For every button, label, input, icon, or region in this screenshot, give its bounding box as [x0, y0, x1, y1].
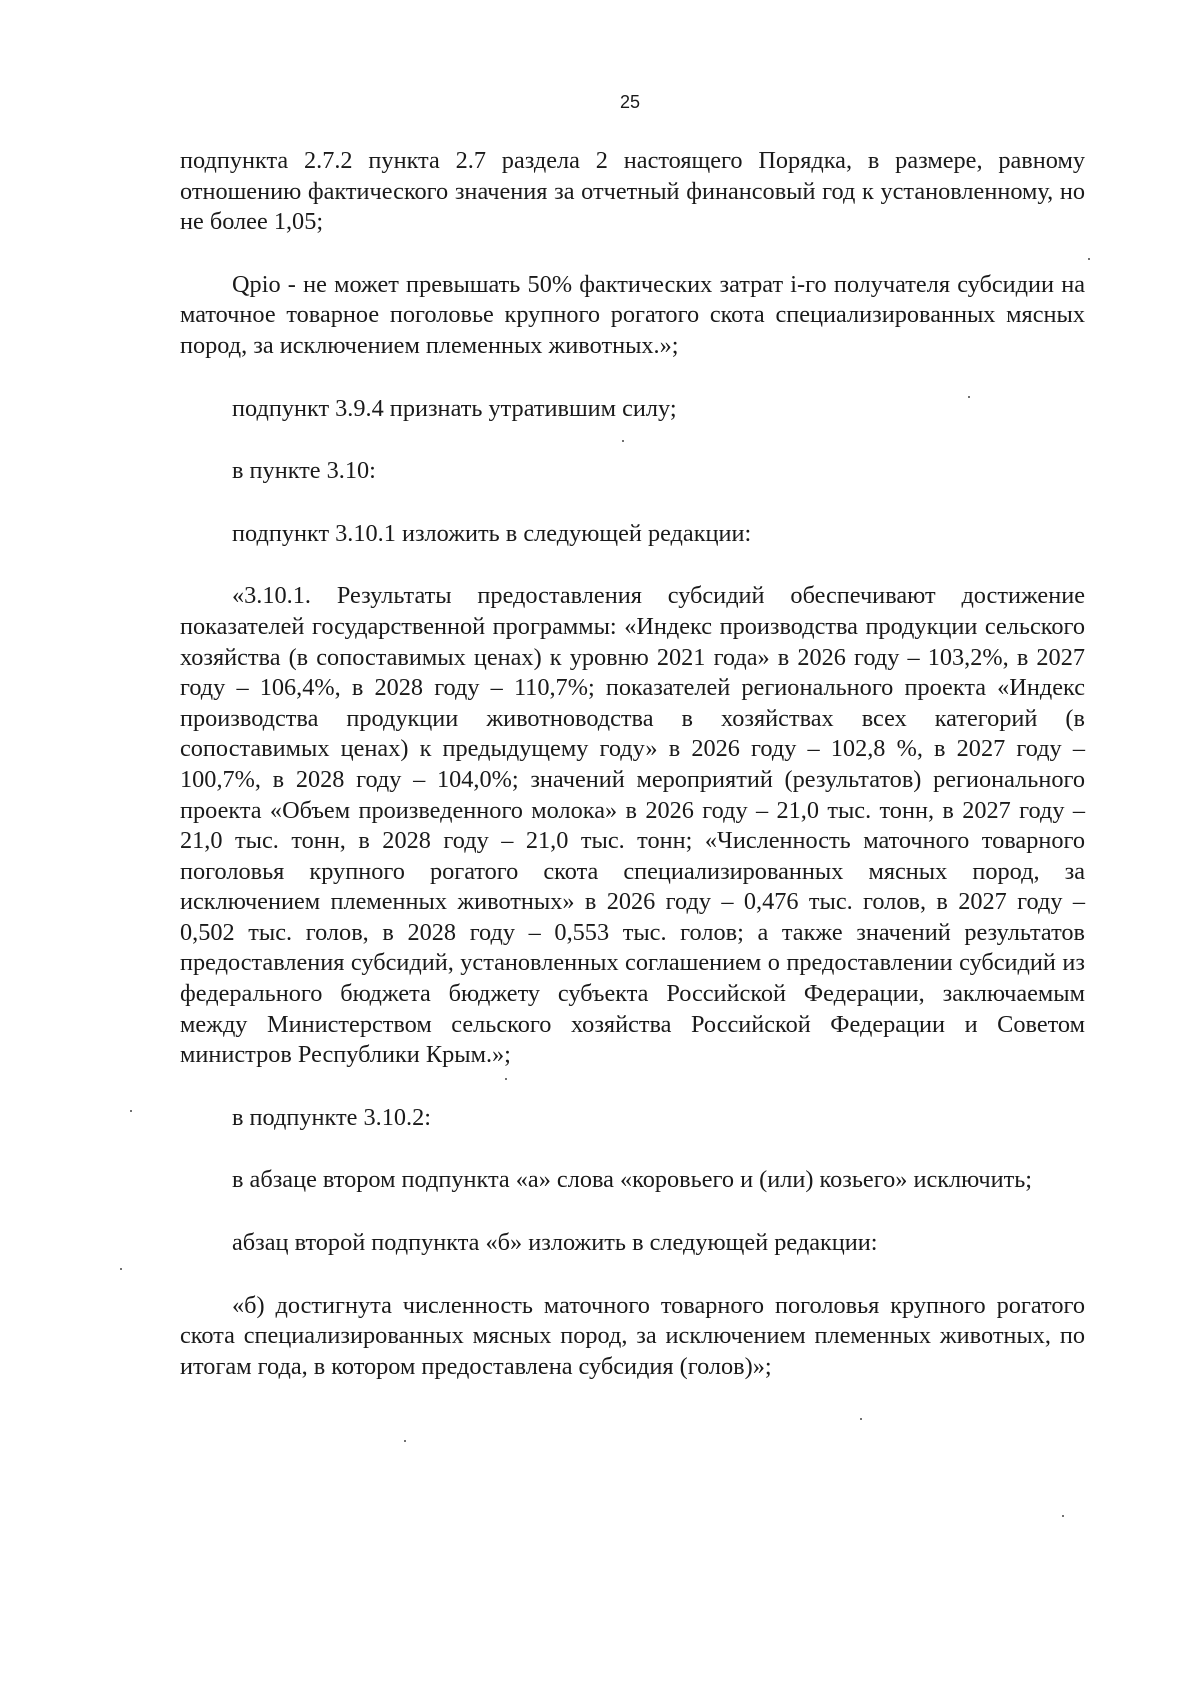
page-number: 25 [619, 92, 641, 112]
scan-speck [120, 1268, 122, 1270]
paragraph-qpio: Qpio - не может превышать 50% фактических затрат i-го получателя субсидии на маточное товарное поголовье крупного рогатого скота специализированных мясных пород, за исключением племенных животных.»; [180, 270, 1085, 359]
paragraph-point-3-10: в пункте 3.10: [232, 457, 376, 485]
paragraph-subpoint-b-intro: абзац второй подпункта «б» изложить в следующей редакции: [232, 1229, 878, 1257]
paragraph-3-9-4: подпункт 3.9.4 признать утратившим силу; [232, 394, 677, 422]
scan-speck [505, 1078, 507, 1080]
document-body [180, 146, 1085, 1414]
scan-speck [130, 1110, 132, 1112]
scan-speck [622, 440, 624, 442]
paragraph-subpoint-a: в абзаце втором подпункта «а» слова «коровьего и (или) козьего» исключить; [232, 1166, 1033, 1194]
paragraph-3-10-2-intro: в подпункте 3.10.2: [232, 1103, 431, 1131]
paragraph-continuation: подпункта 2.7.2 пункта 2.7 раздела 2 настоящего Порядка, в размере, равному отношению фактического значения за отчетный финансовый год к установленному, но не более 1,05; [180, 147, 1085, 236]
paragraph-3-10-1-text: «3.10.1. Результаты предоставления субсидий обеспечивают достижение показателей государственной программы: «Индекс производства продукции сельского хозяйства (в сопоставимых ценах) к уровню 2021 года» в 2026 году – 103,2%, в 2027 году – 106,4%, в 2028 году – 110,7%; показателей регионального проекта «Индекс производства продукции животноводства в хозяйствах всех категорий (в сопоставимых ценах) к предыдущему году» в 2026 году – 102,8 %, в 2027 году – 100,7%, в 2028 году – 104,0%; значений мероприятий (результатов) регионального проекта «Объем произведенного молока» в 2026 году – 21,0 тыс. тонн, в 2027 году – 21,0 тыс. тонн, в 2028 году – 21,0 тыс. тонн; «Численность маточного товарного поголовья крупного рогатого скота специализированных мясных пород, за исключением племенных животных» в 2026 году – 0,476 тыс. голов, в 2027 году – 0,502 тыс. голов, в 2028 году – 0,553 тыс. голов; а также значений результатов предоставления субсидий, установленных соглашением о предоставлении субсидий из федерального бюджета бюджету субъекта Российской Федерации, заключаемым между Министерством сельского хозяйства Российской Федерации и Советом министров Республики Крым.»; [180, 582, 1085, 1069]
scan-speck [968, 396, 970, 398]
scan-speck [1088, 258, 1090, 260]
scan-speck [1062, 1515, 1064, 1517]
paragraph-3-10-1-intro: подпункт 3.10.1 изложить в следующей редакции: [232, 519, 752, 547]
paragraph-subpoint-b-text: «б) достигнута численность маточного товарного поголовья крупного рогатого скота специализированных мясных пород, за исключением племенных животных, по итогам года, в котором предоставлена субсидия (голов)»; [180, 1291, 1085, 1380]
scan-speck [860, 1418, 862, 1420]
scan-speck [404, 1440, 406, 1442]
